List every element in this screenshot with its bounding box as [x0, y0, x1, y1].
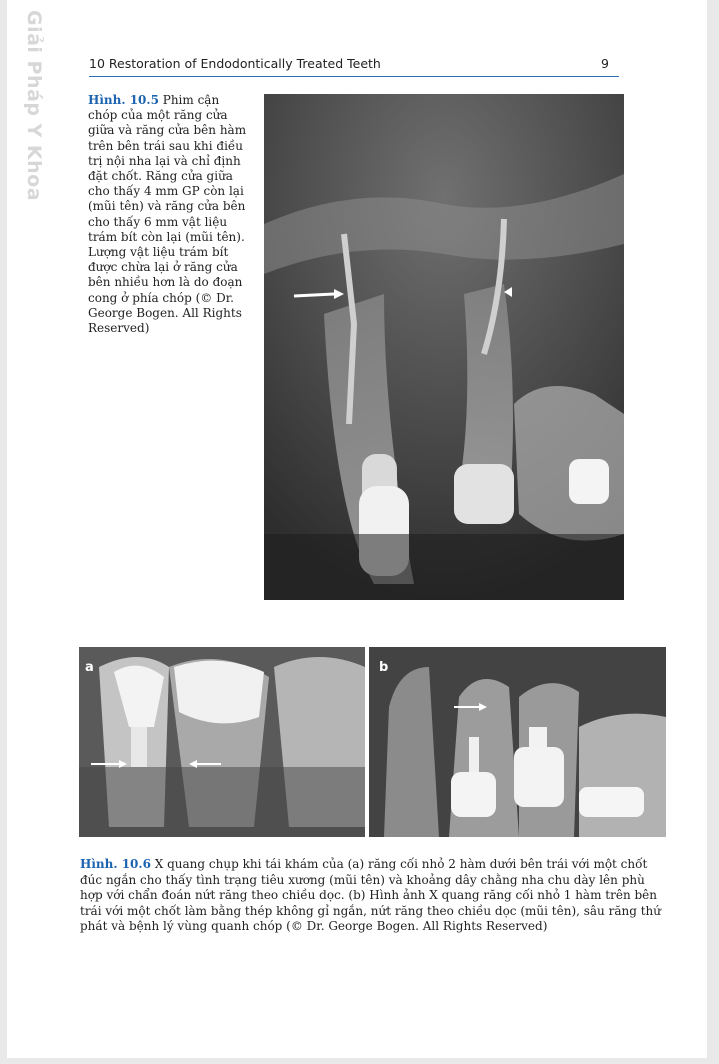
chapter-title: 10 Restoration of Endodontically Treated Teeth — [89, 56, 381, 71]
figure-10-6-label: Hình. 10.6 — [80, 857, 151, 871]
figure-10-6-panel-a-radiograph — [79, 647, 365, 837]
radiograph-anterior-teeth — [264, 94, 624, 600]
figure-10-5-label: Hình. 10.5 — [88, 93, 159, 107]
sidebar-watermark-strip — [7, 0, 53, 1058]
figure-10-6-caption-text: X quang chụp khi tái khám của (a) răng cối nhỏ 2 hàm dưới bên trái với một chốt đúc ngắn cho thấy tình trạng tiêu xương (mũi tên) và khoảng dây chằng nha chu dày lên phù hợp với chẩn đoán nứt răng theo chiều dọc. (b) Hình ảnh X quang răng cối nhỏ 1 hàm trên bên trái với một chốt làm bằng thép không gỉ ngắn, nứt răng theo chiều dọc (mũi tên), sâu răng thứ phát và bệnh lý vùng quanh chóp (© Dr. George Bogen. All Rights Reserved) — [80, 857, 661, 933]
running-header — [89, 54, 619, 77]
figure-10-5-caption — [88, 93, 248, 336]
page-number: 9 — [601, 56, 609, 71]
watermark-text: Giải Pháp Y Khoa — [23, 10, 45, 202]
arrow-central-incisor — [294, 294, 334, 296]
figure-10-6-caption — [80, 857, 665, 935]
panel-b-label: b — [379, 660, 389, 675]
figure-10-5-radiograph — [264, 94, 624, 600]
panel-a-label: a — [85, 660, 94, 675]
figure-10-6-panel-b-radiograph — [369, 647, 666, 837]
radiograph-upper-premolar — [369, 647, 666, 837]
figure-10-5-caption-text: Phim cận chóp của một răng cửa giữa và răng cửa bên hàm trên bên trái sau khi điều trị nội nha lại và chỉ định đặt chốt. Răng cửa giữa cho thấy 4 mm GP còn lại (mũi tên) và răng cửa bên cho thấy 6 mm vật liệu trám bít còn lại (mũi tên). Lượng vật liệu trám bít được chừa lại ở răng cửa bên nhiều hơn là do đoạn cong ở phía chóp (© Dr. George Bogen. All Rights Reserved) — [88, 93, 247, 336]
radiograph-lower-premolar — [79, 647, 365, 837]
